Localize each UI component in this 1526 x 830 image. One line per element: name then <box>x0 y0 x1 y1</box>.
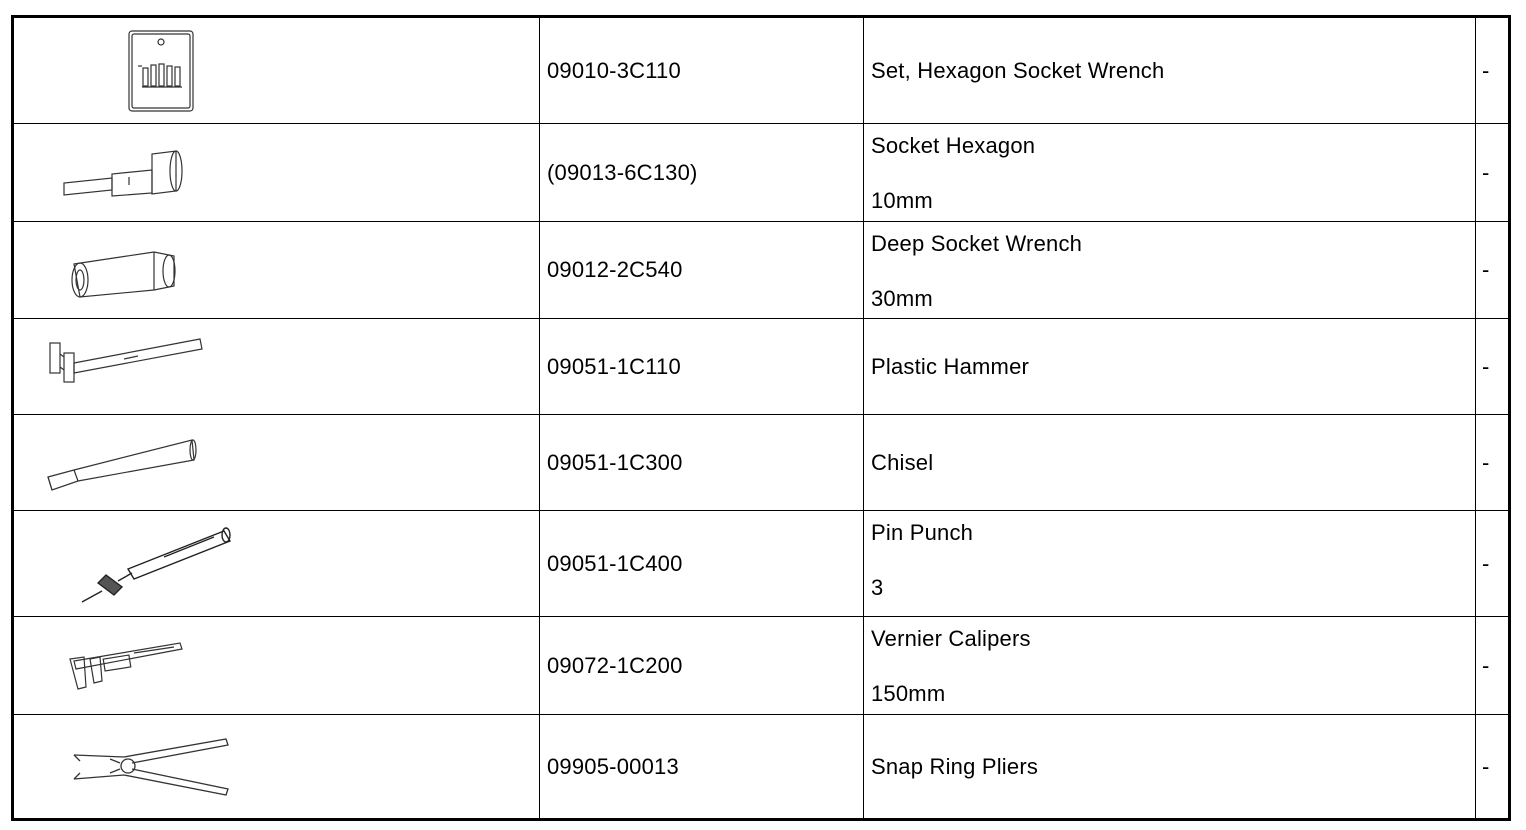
tool-note: - <box>1482 753 1490 779</box>
part-number: 09012-2C540 <box>540 222 864 318</box>
part-number: 09010-3C110 <box>540 18 864 123</box>
tool-image-cell <box>14 124 540 221</box>
tool-description <box>864 18 1476 123</box>
tool-note: - <box>1482 57 1490 83</box>
table-row <box>14 715 1508 818</box>
tool-image-cell <box>14 617 540 714</box>
tool-note: - <box>1482 159 1490 185</box>
hammer-icon <box>14 319 540 415</box>
description-size: 10mm <box>871 188 933 213</box>
chisel-icon <box>14 415 540 511</box>
vernier-calipers-icon <box>14 617 540 715</box>
hex-socket-icon <box>14 124 540 222</box>
part-number: 09051-1C300 <box>540 415 864 510</box>
special-tools-table <box>11 15 1511 821</box>
description-line: Pin Punch <box>871 520 974 545</box>
table-row <box>14 319 1508 415</box>
part-number: (09013-6C130) <box>540 124 864 221</box>
tool-description <box>864 222 1476 318</box>
table-row <box>14 18 1508 124</box>
description-line: Chisel <box>871 449 934 475</box>
tool-description <box>864 511 1476 616</box>
table-row <box>14 511 1508 617</box>
description-line: Deep Socket Wrench <box>871 231 1083 256</box>
description-size: 150mm <box>871 681 946 706</box>
description-line: Plastic Hammer <box>871 353 1030 379</box>
description-line: Vernier Calipers <box>871 626 1031 651</box>
description-line: Snap Ring Pliers <box>871 753 1039 779</box>
tool-description <box>864 617 1476 714</box>
part-number: 09051-1C110 <box>540 319 864 414</box>
tool-note: - <box>1482 257 1490 282</box>
tool-description <box>864 715 1476 818</box>
hex-socket-set-icon <box>14 18 540 124</box>
tool-image-cell <box>14 511 540 616</box>
description-size: 30mm <box>871 286 933 311</box>
tool-description <box>864 319 1476 414</box>
tool-image-cell <box>14 319 540 414</box>
tool-description <box>864 415 1476 510</box>
table-row <box>14 617 1508 715</box>
part-number: 09051-1C400 <box>540 511 864 616</box>
tool-description <box>864 124 1476 221</box>
part-number: 09072-1C200 <box>540 617 864 714</box>
tool-note: - <box>1482 652 1490 678</box>
deep-socket-icon <box>14 222 540 319</box>
description-size: 3 <box>871 575 884 600</box>
table-row <box>14 415 1508 511</box>
pin-punch-icon <box>14 511 540 617</box>
snap-ring-pliers-icon <box>14 715 540 818</box>
description-line: Set, Hexagon Socket Wrench <box>871 57 1165 83</box>
description-line: Socket Hexagon <box>871 133 1036 158</box>
tool-image-cell <box>14 715 540 818</box>
tool-image-cell <box>14 222 540 318</box>
tool-note: - <box>1482 550 1490 576</box>
table-row <box>14 222 1508 319</box>
tool-image-cell <box>14 18 540 123</box>
part-number: 09905-00013 <box>540 715 864 818</box>
tool-image-cell <box>14 415 540 510</box>
table-row <box>14 124 1508 222</box>
tool-note: - <box>1482 449 1490 475</box>
tool-note: - <box>1482 353 1490 379</box>
